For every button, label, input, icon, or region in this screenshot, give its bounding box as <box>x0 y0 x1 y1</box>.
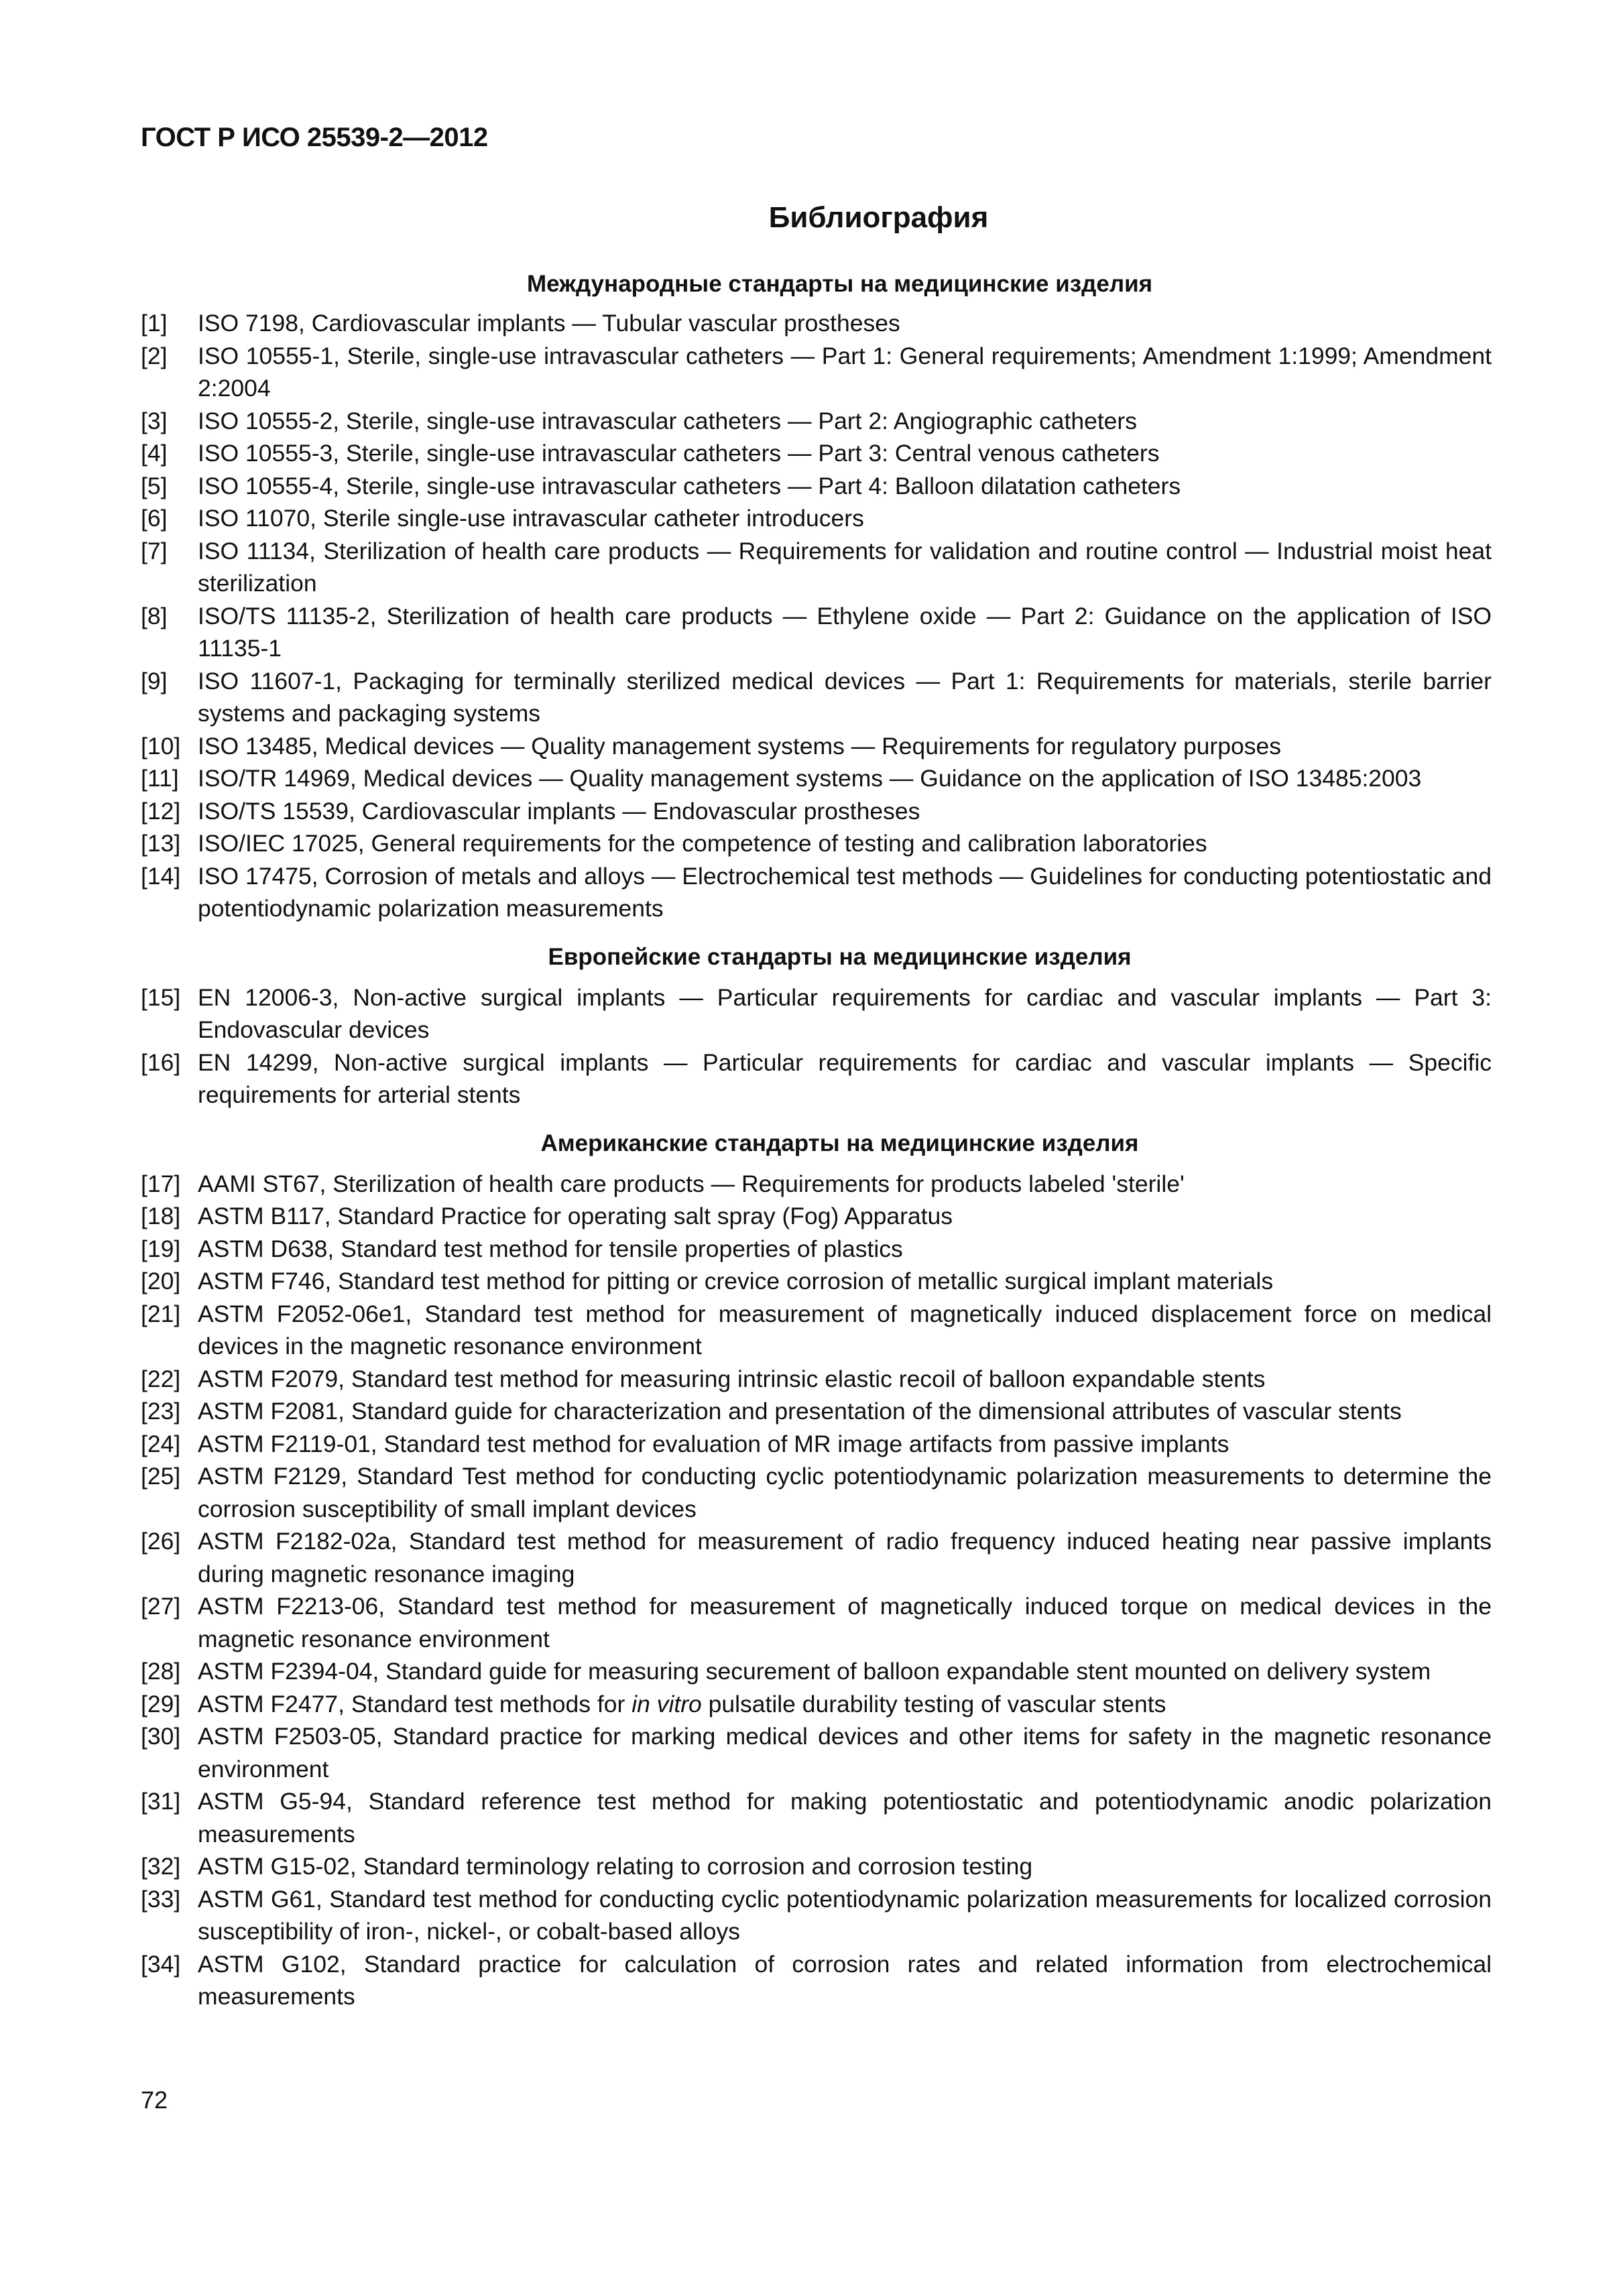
reference-item <box>141 600 1492 665</box>
reference-number: [31] <box>141 1788 181 1815</box>
reference-number: [7] <box>141 537 168 564</box>
reference-item <box>141 762 1492 795</box>
reference-number: [1] <box>141 310 168 337</box>
reference-list <box>141 307 1492 925</box>
reference-number: [10] <box>141 732 181 760</box>
reference-text: ASTM F2081, Standard guide for characterization and presentation of the dimensional attributes of vascular stents <box>198 1398 1402 1425</box>
reference-item <box>141 1233 1492 1266</box>
reference-text: ASTM D638, Standard test method for tensile properties of plastics <box>198 1235 903 1262</box>
reference-text: AAMI ST67, Sterilization of health care products — Requirements for products labeled 'sterile' <box>198 1170 1185 1197</box>
reference-text: ASTM F2119-01, Standard test method for evaluation of MR image artifacts from passive implants <box>198 1430 1229 1457</box>
reference-text: ASTM G61, Standard test method for conducting cyclic potentiodynamic polarization measurements for localized corrosion susceptibility of iron-, nickel-, or cobalt-based alloys <box>198 1885 1492 1945</box>
reference-text: EN 12006-3, Non-active surgical implants — Particular requirements for cardiac and vascular implants — Part 3: Endovascular devices <box>198 983 1492 1043</box>
reference-item <box>141 1883 1492 1948</box>
reference-item <box>141 1590 1492 1655</box>
reference-number: [27] <box>141 1593 181 1620</box>
reference-text: ASTM F2394-04, Standard guide for measuring securement of balloon expandable stent mounted on delivery system <box>198 1658 1431 1685</box>
reference-text: ISO/TS 11135-2, Sterilization of health care products — Ethylene oxide — Part 2: Guidance on the application of ISO 11135-1 <box>198 602 1492 662</box>
reference-item <box>141 1298 1492 1363</box>
reference-text: ISO 13485, Medical devices — Quality management systems — Requirements for regulatory purposes <box>198 732 1281 760</box>
reference-number: [20] <box>141 1268 181 1294</box>
section-title: Европейские стандарты на медицинские изделия <box>548 943 1132 970</box>
reference-text: ASTM G102, Standard practice for calculation of corrosion rates and related information from electrochemical measurements <box>198 1950 1492 2010</box>
reference-text: ASTM F2182-02a, Standard test method for measurement of radio frequency induced heating near passive implants during magnetic resonance imaging <box>198 1528 1492 1587</box>
reference-item <box>141 535 1492 600</box>
reference-text: ISO 10555-3, Sterile, single-use intravascular catheters — Part 3: Central venous catheters <box>198 440 1160 467</box>
reference-number: [32] <box>141 1853 181 1880</box>
reference-text: EN 14299, Non-active surgical implants — Particular requirements for cardiac and vascular implants — Specific requirements for arterial stents <box>198 1048 1492 1108</box>
page-number: 72 <box>141 2086 168 2114</box>
reference-item <box>141 665 1492 730</box>
reference-number: [24] <box>141 1430 181 1457</box>
reference-number: [29] <box>141 1690 181 1717</box>
bibliography-title: Библиография <box>768 201 989 234</box>
reference-text: ISO 11134, Sterilization of health care products — Requirements for validation and routine control — Industrial moist heat sterilization <box>198 537 1492 597</box>
reference-text: ISO 11607-1, Packaging for terminally sterilized medical devices — Part 1: Requirements for materials, sterile barrier systems and packaging systems <box>198 667 1492 727</box>
reference-item <box>141 1655 1492 1688</box>
reference-text: ASTM G15-02, Standard terminology relating to corrosion and corrosion testing <box>198 1853 1033 1880</box>
reference-number: [17] <box>141 1170 181 1197</box>
reference-item <box>141 1363 1492 1396</box>
reference-text: ASTM F2503-05, Standard practice for marking medical devices and other items for safety in the magnetic resonance environment <box>198 1723 1492 1783</box>
reference-item <box>141 1850 1492 1883</box>
reference-number: [30] <box>141 1723 181 1750</box>
reference-item <box>141 1720 1492 1785</box>
reference-item <box>141 827 1492 860</box>
reference-item <box>141 1200 1492 1233</box>
reference-item <box>141 1948 1492 2013</box>
reference-item <box>141 981 1492 1046</box>
reference-item <box>141 1046 1492 1111</box>
reference-text-italic: in vitro <box>632 1690 702 1717</box>
reference-item <box>141 307 1492 340</box>
reference-number: [25] <box>141 1463 181 1490</box>
reference-number: [23] <box>141 1398 181 1425</box>
reference-number: [3] <box>141 407 168 434</box>
reference-text-part: pulsatile durability testing of vascular stents <box>701 1690 1166 1717</box>
reference-item <box>141 1428 1492 1461</box>
reference-item <box>141 795 1492 828</box>
reference-text: ISO 17475, Corrosion of metals and alloys — Electrochemical test methods — Guidelines for conducting potentiostatic and potentiodynamic polarization measurements <box>198 862 1492 922</box>
reference-item <box>141 1785 1492 1850</box>
reference-text: ISO 10555-2, Sterile, single-use intravascular catheters — Part 2: Angiographic catheters <box>198 407 1138 434</box>
reference-number: [34] <box>141 1950 181 1978</box>
reference-number: [12] <box>141 797 181 825</box>
reference-number: [19] <box>141 1235 181 1262</box>
reference-item <box>141 730 1492 763</box>
reference-item <box>141 1688 1492 1721</box>
reference-item <box>141 340 1492 405</box>
reference-item <box>141 1395 1492 1428</box>
reference-text: ASTM F2213-06, Standard test method for measurement of magnetically induced torque on medical devices in the magnetic resonance environment <box>198 1593 1492 1652</box>
reference-text: ISO 10555-4, Sterile, single-use intravascular catheters — Part 4: Balloon dilatation catheters <box>198 472 1181 499</box>
reference-text: ASTM F2052-06e1, Standard test method for measurement of magnetically induced displacement force on medical devices in the magnetic resonance environment <box>198 1300 1492 1360</box>
reference-item <box>141 405 1492 438</box>
reference-number: [4] <box>141 440 168 467</box>
reference-number: [5] <box>141 472 168 499</box>
reference-number: [16] <box>141 1048 181 1076</box>
reference-number: [33] <box>141 1885 181 1913</box>
reference-text: ASTM F2129, Standard Test method for conducting cyclic potentiodynamic polarization measurements to determine the corrosion susceptibility of small implant devices <box>198 1463 1492 1522</box>
reference-text: ISO/IEC 17025, General requirements for the competence of testing and calibration laboratories <box>198 830 1207 857</box>
reference-text <box>198 1691 1166 1717</box>
reference-item <box>141 502 1492 535</box>
reference-item <box>141 437 1492 470</box>
reference-number: [18] <box>141 1203 181 1229</box>
reference-number: [9] <box>141 667 168 694</box>
reference-number: [8] <box>141 602 168 629</box>
reference-number: [6] <box>141 505 168 532</box>
reference-item <box>141 1168 1492 1201</box>
reference-text: ASTM G5-94, Standard reference test method for making potentiostatic and potentiodynamic anodic polarization measurements <box>198 1788 1492 1848</box>
reference-item <box>141 860 1492 925</box>
reference-number: [22] <box>141 1365 181 1392</box>
reference-number: [2] <box>141 342 168 369</box>
reference-text: ISO 10555-1, Sterile, single-use intravascular catheters — Part 1: General requirements; Amendment 1:1999; Amendment 2:2004 <box>198 342 1492 402</box>
section-title: Американские стандарты на медицинские изделия <box>540 1130 1139 1156</box>
section-title: Международные стандарты на медицинские изделия <box>526 271 1153 297</box>
document-code: ГОСТ Р ИСО 25539-2—2012 <box>141 123 488 152</box>
reference-text: ASTM B117, Standard Practice for operating salt spray (Fog) Apparatus <box>198 1203 953 1229</box>
reference-text: ASTM F746, Standard test method for pitting or crevice corrosion of metallic surgical implant materials <box>198 1268 1274 1294</box>
reference-item <box>141 1525 1492 1590</box>
reference-number: [26] <box>141 1528 181 1555</box>
reference-text: ISO 7198, Cardiovascular implants — Tubular vascular prostheses <box>198 310 900 337</box>
reference-number: [14] <box>141 862 181 890</box>
reference-number: [11] <box>141 765 179 792</box>
reference-number: [21] <box>141 1300 181 1327</box>
reference-item <box>141 1265 1492 1298</box>
reference-text: ASTM F2079, Standard test method for measuring intrinsic elastic recoil of balloon expandable stents <box>198 1365 1266 1392</box>
reference-list <box>141 981 1492 1111</box>
reference-item <box>141 470 1492 503</box>
reference-text-part: ASTM F2477, Standard test methods for <box>198 1690 632 1717</box>
reference-item <box>141 1460 1492 1525</box>
reference-number: [13] <box>141 830 181 857</box>
reference-text: ISO 11070, Sterile single-use intravascular catheter introducers <box>198 505 864 532</box>
reference-text: ISO/TR 14969, Medical devices — Quality management systems — Guidance on the application of ISO 13485:2003 <box>198 765 1422 792</box>
bibliography-content <box>141 268 1492 2013</box>
reference-list <box>141 1168 1492 2013</box>
reference-text: ISO/TS 15539, Cardiovascular implants — Endovascular prostheses <box>198 797 920 825</box>
reference-number: [28] <box>141 1658 181 1685</box>
reference-number: [15] <box>141 983 181 1011</box>
